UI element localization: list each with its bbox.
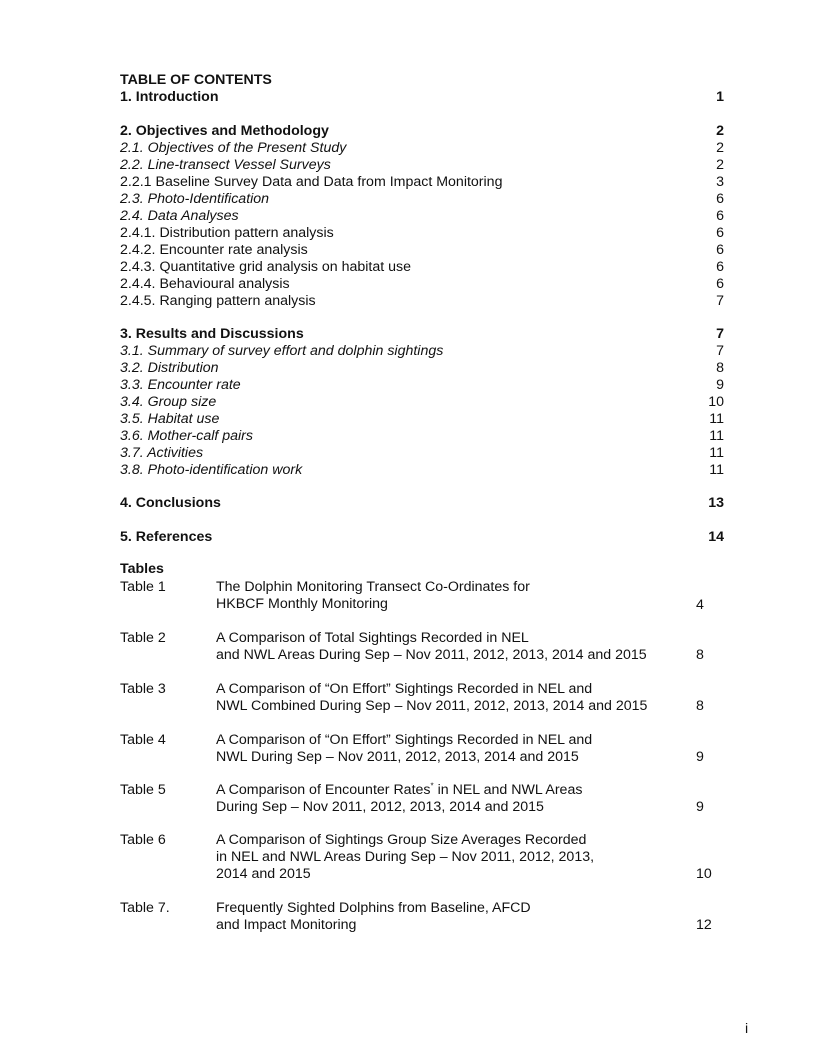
caption-line: A Comparison of Sightings Group Size Averages Recorded xyxy=(216,832,587,848)
table-caption xyxy=(216,782,582,816)
table-page: 9 xyxy=(696,749,704,765)
toc-entry[interactable] xyxy=(120,428,724,445)
toc-entry-title: 3.3. Encounter rate xyxy=(120,377,241,393)
toc-entry-title: 2.2. Line-transect Vessel Surveys xyxy=(120,157,331,173)
table-page: 9 xyxy=(696,799,704,815)
toc-entry-page: 6 xyxy=(716,276,724,292)
toc-entry[interactable] xyxy=(120,242,724,259)
toc-entry-title: 2.4.2. Encounter rate analysis xyxy=(120,242,308,258)
table-page: 10 xyxy=(696,866,712,882)
table-caption xyxy=(216,630,647,664)
toc-entry-title: 3.4. Group size xyxy=(120,394,217,410)
caption-line: NWL During Sep – Nov 2011, 2012, 2013, 2014 and 2015 xyxy=(216,749,579,765)
toc-entry-title: 3.1. Summary of survey effort and dolphin sightings xyxy=(120,343,444,359)
toc-entry[interactable] xyxy=(120,89,724,106)
table-caption xyxy=(216,832,594,883)
toc-entry[interactable] xyxy=(120,394,724,411)
caption-text: in NEL and NWL Areas xyxy=(437,782,583,798)
table-caption xyxy=(216,579,530,613)
toc-entry-page: 2 xyxy=(716,157,724,173)
toc-entry[interactable] xyxy=(120,360,724,377)
table-label: Table 7. xyxy=(120,900,170,916)
table-page: 8 xyxy=(696,698,704,714)
caption-line: NWL Combined During Sep – Nov 2011, 2012, 2013, 2014 and 2015 xyxy=(216,698,648,714)
caption-line: in NEL and NWL Areas During Sep – Nov 2011, 2012, 2013, xyxy=(216,849,595,865)
toc-entry-title: 2.4. Data Analyses xyxy=(120,208,239,224)
toc-entry[interactable] xyxy=(120,411,724,428)
table-caption xyxy=(216,900,531,934)
toc-entry[interactable] xyxy=(120,343,724,360)
toc-entry-title: 3.8. Photo-identification work xyxy=(120,462,303,478)
caption-line: 2014 and 2015 xyxy=(216,866,311,882)
toc-entry-page: 10 xyxy=(708,394,724,410)
caption-line: A Comparison of “On Effort” Sightings Recorded in NEL and xyxy=(216,732,593,748)
toc-entry-title: 3.2. Distribution xyxy=(120,360,219,376)
toc-entry-title: 2.1. Objectives of the Present Study xyxy=(120,140,347,156)
caption-text: A Comparison of Encounter Rates xyxy=(216,782,431,798)
toc-entry-page: 6 xyxy=(716,191,724,207)
toc-entry-title: 4. Conclusions xyxy=(120,495,221,511)
toc-entry[interactable] xyxy=(120,174,724,191)
caption-line: and Impact Monitoring xyxy=(216,917,357,933)
toc-entry[interactable] xyxy=(120,208,724,225)
toc-entry-title: 3. Results and Discussions xyxy=(120,326,304,342)
table-label: Table 5 xyxy=(120,782,166,798)
table-caption xyxy=(216,681,647,715)
toc-entry-page: 13 xyxy=(708,495,724,511)
toc-entry-page: 8 xyxy=(716,360,724,376)
table-label: Table 2 xyxy=(120,630,166,646)
toc-entry-page: 11 xyxy=(709,462,724,478)
toc-entry-page: 6 xyxy=(716,259,724,275)
toc-entry-page: 11 xyxy=(709,445,724,461)
toc-entry-page: 6 xyxy=(716,225,724,241)
toc-entry[interactable] xyxy=(120,191,724,208)
caption-line: HKBCF Monthly Monitoring xyxy=(216,596,388,612)
caption-line: Frequently Sighted Dolphins from Baseline, AFCD xyxy=(216,900,531,916)
toc-entry-title: 2.4.3. Quantitative grid analysis on habitat use xyxy=(120,259,412,275)
toc-entry[interactable] xyxy=(120,326,724,343)
caption-line: During Sep – Nov 2011, 2012, 2013, 2014 and 2015 xyxy=(216,799,544,815)
toc-entry-page: 14 xyxy=(708,529,724,545)
toc-entry-page: 6 xyxy=(716,208,724,224)
toc-entry-page: 6 xyxy=(716,242,724,258)
toc-entry[interactable] xyxy=(120,225,724,242)
caption-line: The Dolphin Monitoring Transect Co-Ordinates for xyxy=(216,579,530,595)
toc-entry-title: 2.4.5. Ranging pattern analysis xyxy=(120,293,316,309)
toc-entry-page: 11 xyxy=(709,411,724,427)
tables-heading: Tables xyxy=(120,561,164,577)
toc-entry[interactable] xyxy=(120,462,724,479)
toc-entry-title: 3.6. Mother-calf pairs xyxy=(120,428,254,444)
table-page: 4 xyxy=(696,597,704,613)
toc-entry-title: 2.4.1. Distribution pattern analysis xyxy=(120,225,334,241)
toc-entry-title: 5. References xyxy=(120,529,213,545)
table-label: Table 3 xyxy=(120,681,166,697)
toc-entry[interactable] xyxy=(120,259,724,276)
toc-entry-title: 2.4.4. Behavioural analysis xyxy=(120,276,290,292)
toc-entry-page: 7 xyxy=(716,293,724,309)
table-label: Table 1 xyxy=(120,579,166,595)
toc-entry[interactable] xyxy=(120,445,724,462)
toc-entry[interactable] xyxy=(120,495,724,512)
toc-heading: TABLE OF CONTENTS xyxy=(120,72,272,88)
toc-entry-page: 3 xyxy=(716,174,724,190)
caption-line: A Comparison of “On Effort” Sightings Recorded in NEL and xyxy=(216,681,593,697)
toc-entry-title: 2.2.1 Baseline Survey Data and Data from Impact Monitoring xyxy=(120,174,503,190)
toc-entry-page: 2 xyxy=(716,140,724,156)
caption-line: A Comparison of Total Sightings Recorded in NEL xyxy=(216,630,529,646)
toc-entry-title: 3.7. Activities xyxy=(120,445,204,461)
footnote-marker: * xyxy=(430,781,434,791)
toc-entry-page: 1 xyxy=(716,89,724,105)
toc-entry-page: 9 xyxy=(716,377,724,393)
toc-entry[interactable] xyxy=(120,293,724,310)
table-page: 12 xyxy=(696,917,712,933)
table-caption xyxy=(216,732,592,766)
toc-entry-title: 3.5. Habitat use xyxy=(120,411,220,427)
caption-line: and NWL Areas During Sep – Nov 2011, 2012, 2013, 2014 and 2015 xyxy=(216,647,647,663)
toc-entry[interactable] xyxy=(120,529,724,546)
toc-entry-page: 11 xyxy=(709,428,724,444)
toc-entry[interactable] xyxy=(120,157,724,174)
toc-entry-title: 1. Introduction xyxy=(120,89,219,105)
toc-entry[interactable] xyxy=(120,140,724,157)
toc-entry[interactable] xyxy=(120,377,724,394)
toc-entry-page: 7 xyxy=(716,343,724,359)
toc-entry-page: 7 xyxy=(716,326,724,342)
toc-entry-title: 2. Objectives and Methodology xyxy=(120,123,329,139)
table-page: 8 xyxy=(696,647,704,663)
page-number: i xyxy=(745,1021,749,1037)
toc-entry-title: 2.3. Photo-Identification xyxy=(120,191,270,207)
toc-entry[interactable] xyxy=(120,276,724,293)
caption-line xyxy=(216,782,582,799)
table-label: Table 6 xyxy=(120,832,166,848)
toc-entry-page: 2 xyxy=(716,123,724,139)
toc-entry[interactable] xyxy=(120,123,724,140)
table-label: Table 4 xyxy=(120,732,166,748)
